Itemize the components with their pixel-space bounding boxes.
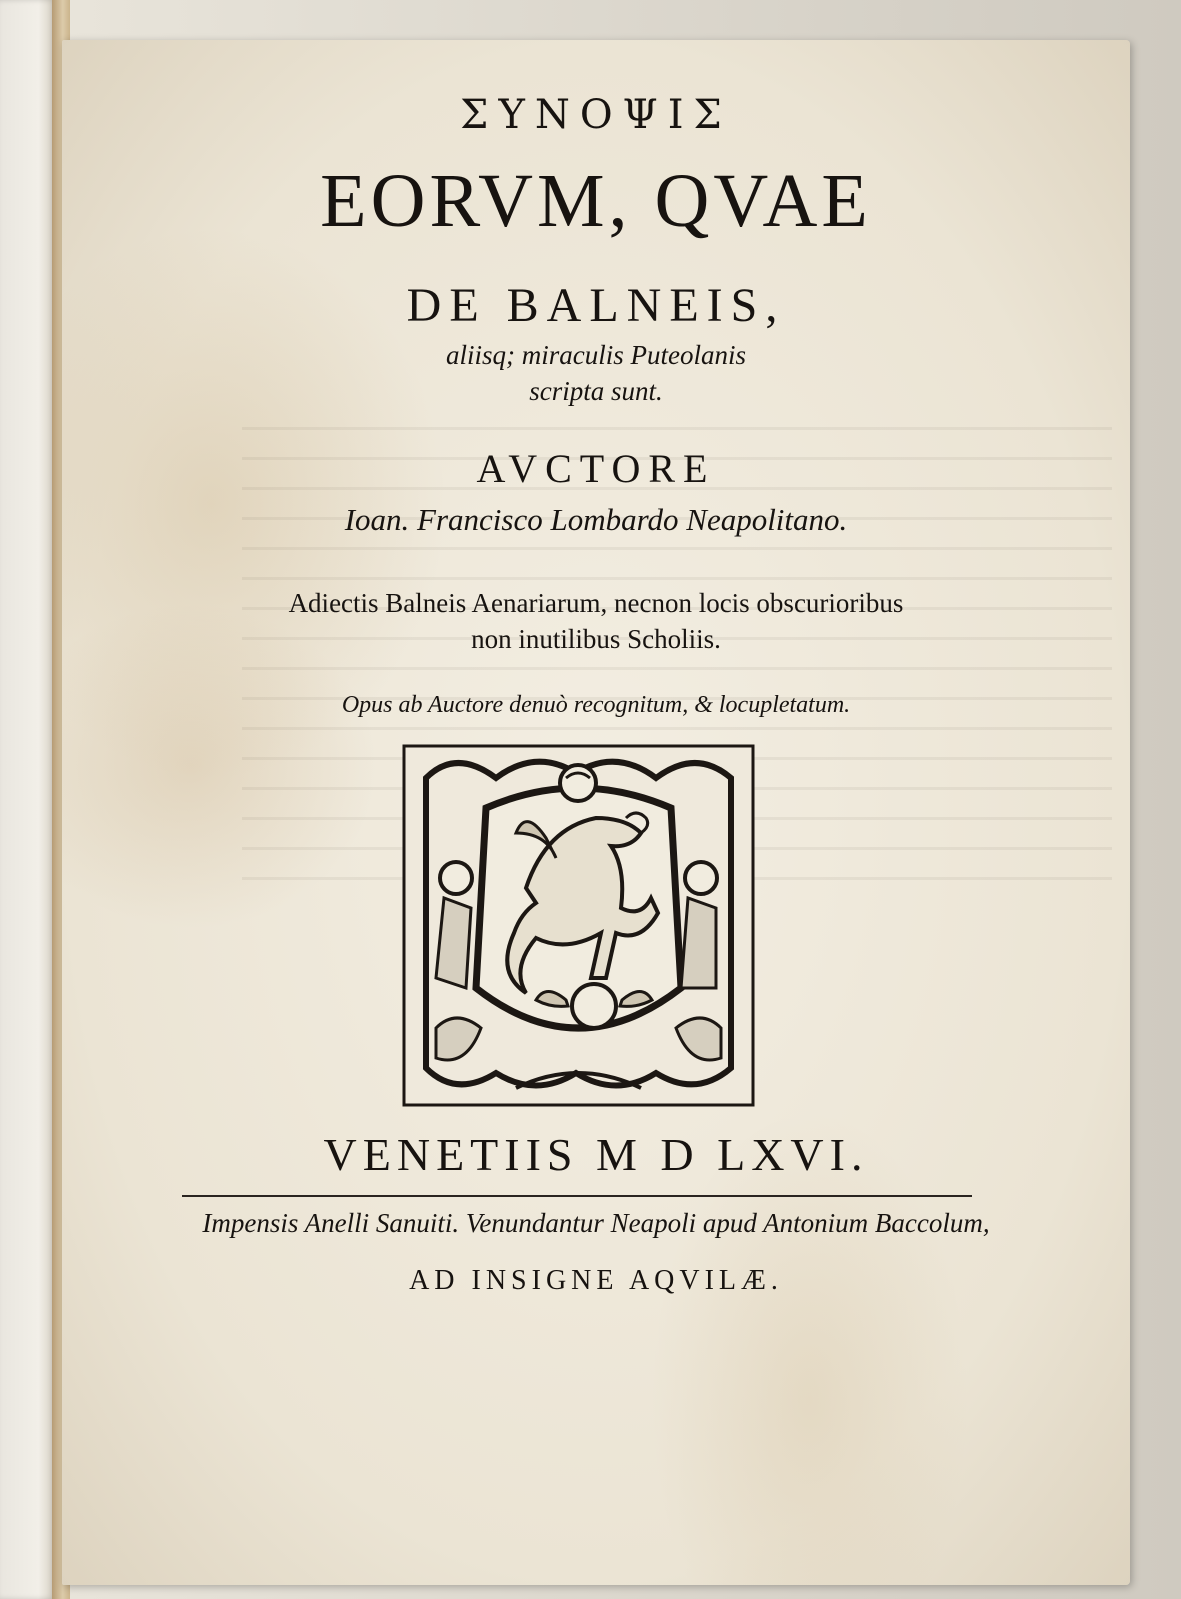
title-line-scripta: scripta sunt. — [529, 376, 663, 406]
printer-sign: AD INSIGNE AQVILÆ. — [409, 1265, 783, 1296]
griffin-printers-device-icon — [396, 738, 761, 1113]
imprint-line: Impensis Anelli Sanuiti. Venundantur Neapoli apud Antonium Baccolum, — [202, 1208, 990, 1238]
greek-title: ΣΥΝΟΨΙΣ — [460, 92, 732, 138]
subtitle-line-scholiis: non inutilibus Scholiis. — [471, 624, 721, 654]
imprint-rule — [182, 1195, 972, 1197]
place-and-date: VENETIIS M D LXVI. — [323, 1129, 869, 1180]
title-line-de-balneis: DE BALNEIS, — [406, 279, 786, 332]
author-name: Ioan. Francisco Lombardo Neapolitano. — [344, 502, 848, 537]
edition-statement: Opus ab Auctore denuò recognitum, & locupletatum. — [341, 692, 851, 718]
title-page — [62, 40, 1130, 1585]
subtitle-line-adiectis: Adiectis Balneis Aenariarum, necnon locis obscurioribus — [288, 588, 904, 618]
title-line-eorum: EORVM, QVAE — [320, 159, 872, 243]
title-line-aliisq: aliisq; miraculis Puteolanis — [446, 340, 746, 370]
auctore-heading: AVCTORE — [476, 446, 716, 491]
book-cover-board — [0, 0, 55, 1599]
